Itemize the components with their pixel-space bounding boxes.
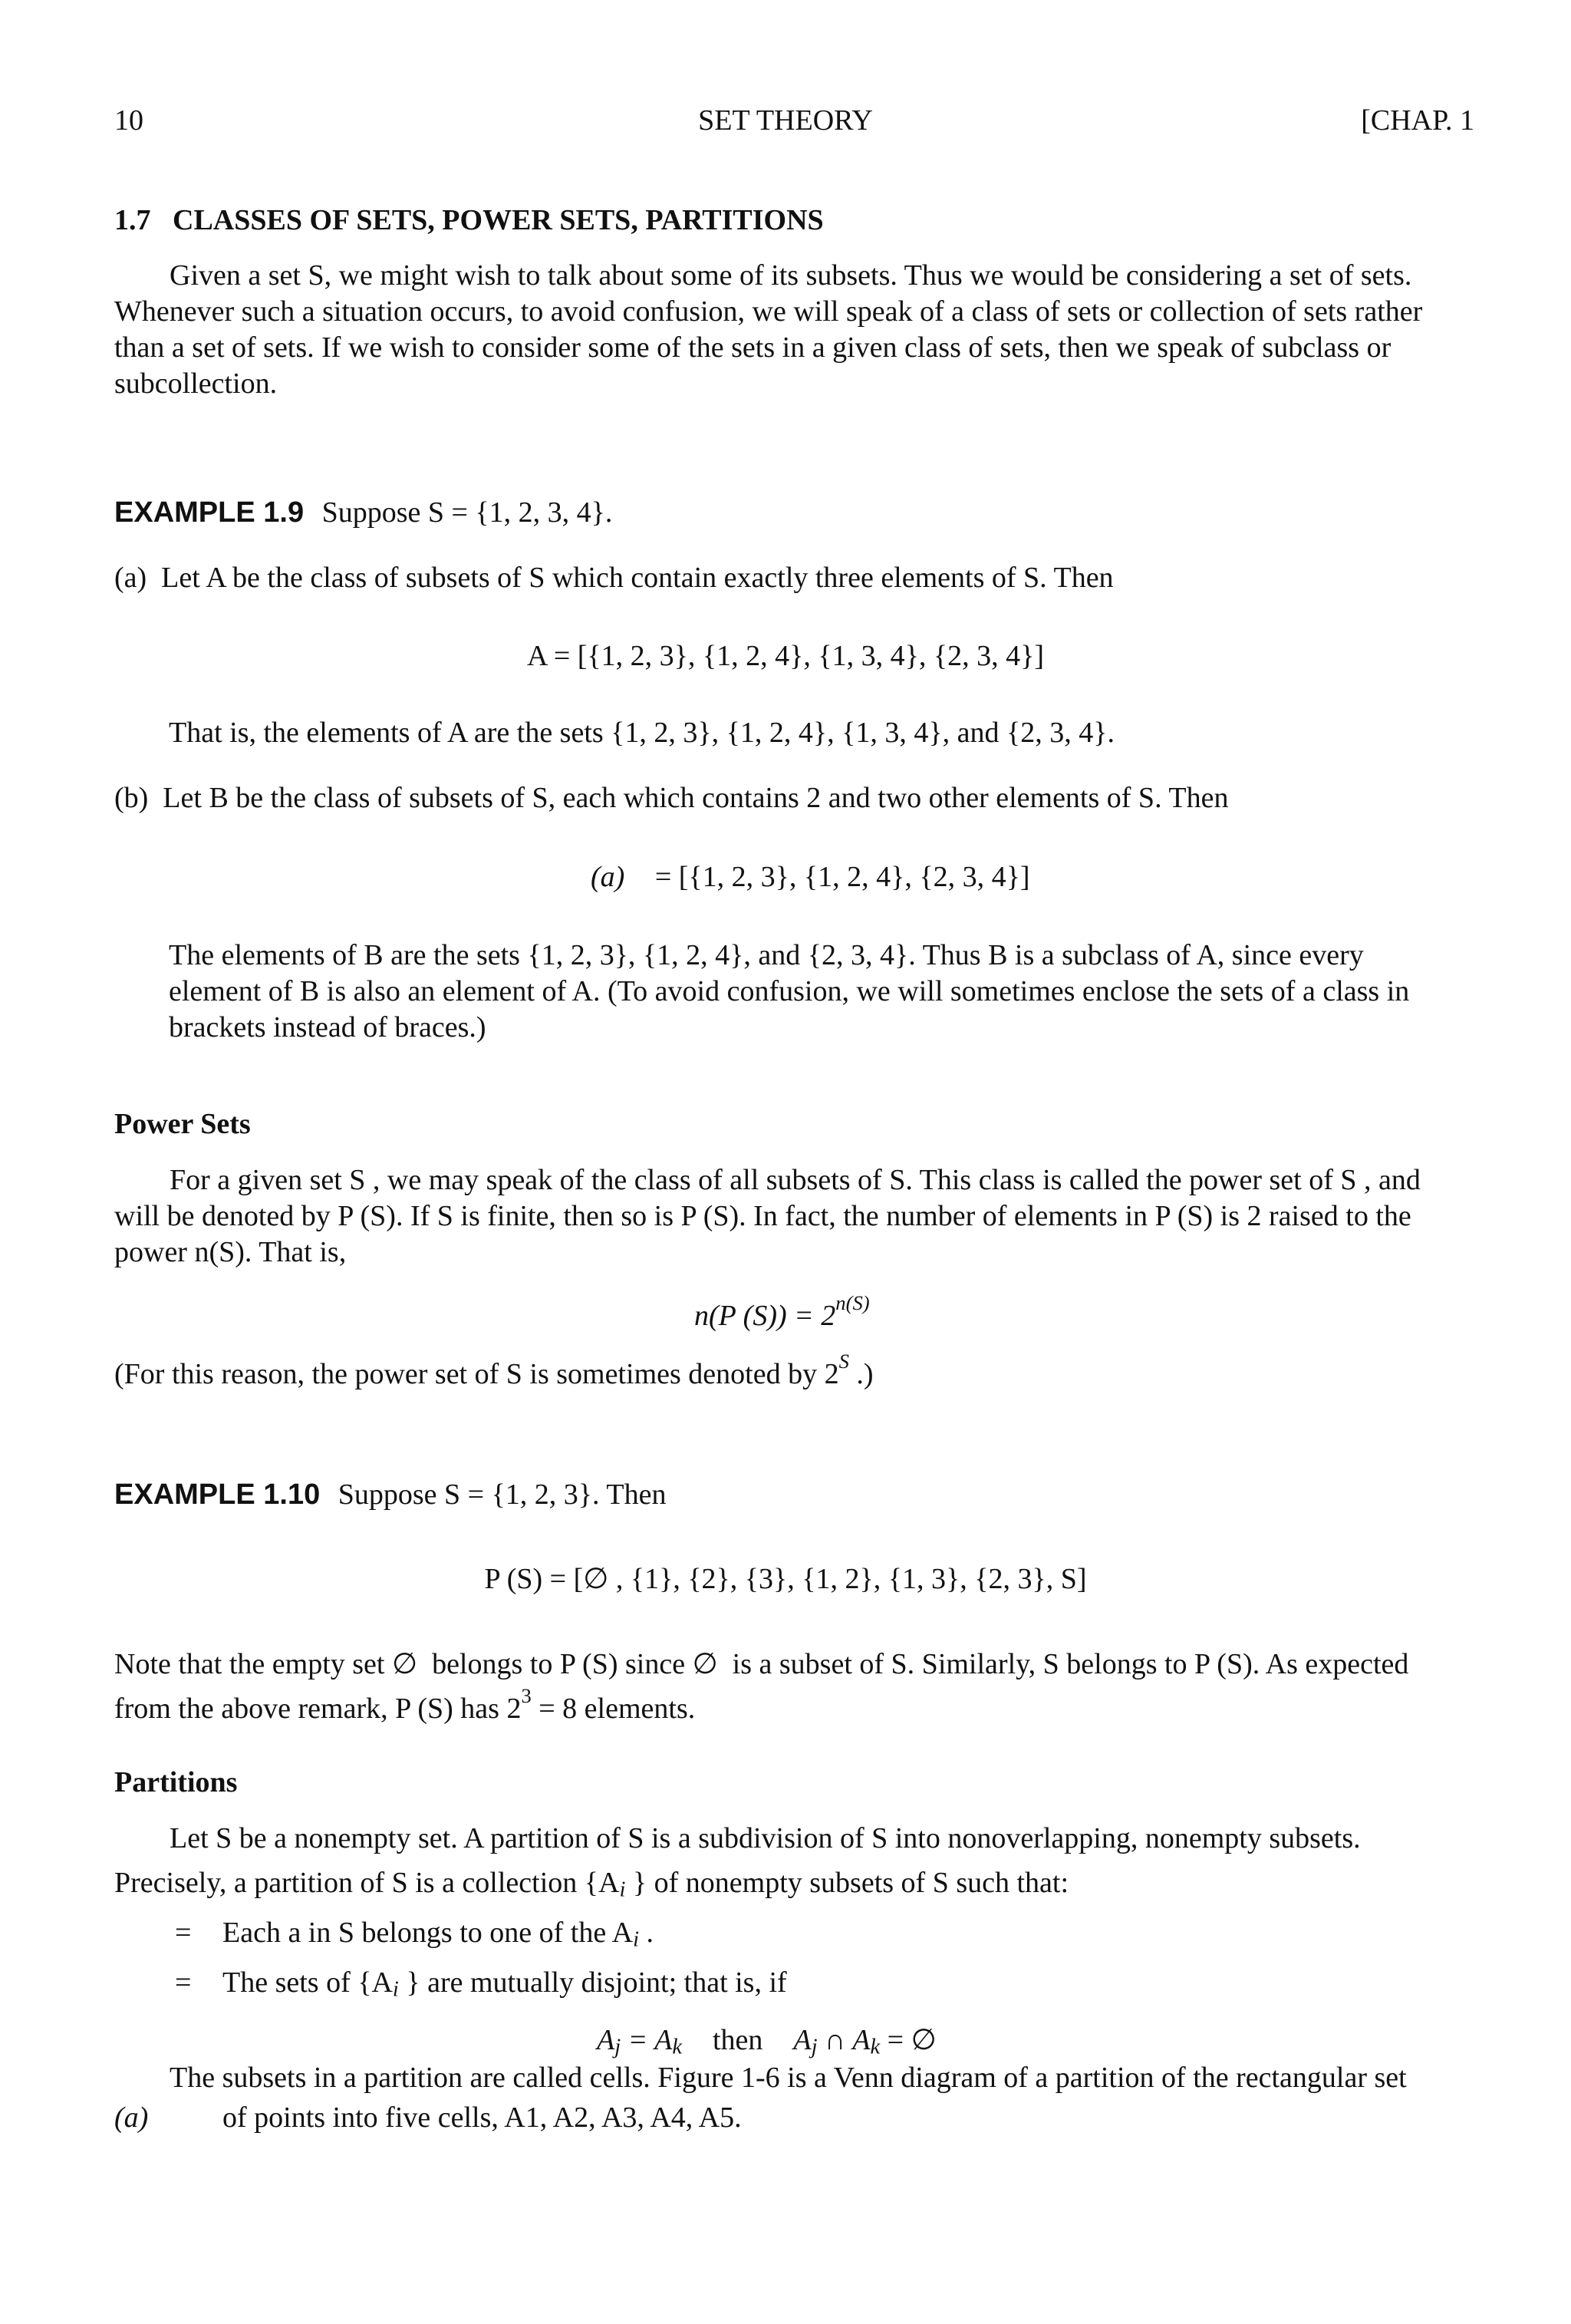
note-line: brackets instead of braces.) [169,1011,486,1043]
formula-label: (a) [591,861,625,893]
power-sets-heading: Power Sets [114,1108,251,1140]
power-sets-line: power n(S). That is, [114,1236,347,1268]
partitions-heading: Partitions [114,1766,238,1798]
then-word: then [712,2024,763,2056]
power-sets-paragraph [114,1162,1474,1271]
set-symbol: A [597,2024,615,2056]
example-1-9-part-b-note [169,938,1473,1046]
formula-class-a: A = [{1, 2, 3}, {1, 2, 4}, {1, 3, 4}, {2, 3, 4}] [527,640,1044,672]
partition-condition-2 [222,1965,787,2001]
disjoint-condition [597,2022,937,2059]
running-title: SET THEORY [698,104,873,137]
formula-rhs: = [{1, 2, 3}, {1, 2, 4}, {2, 3, 4}] [654,861,1030,893]
partitions-line-1: Let S be a nonempty set. A partition of S is a subdivision of S into nonoverlapping, nonempty subsets. [170,1822,1361,1854]
power-set-formula: P (S) = [∅ , {1}, {2}, {3}, {1, 2}, {1, 3}, {2, 3}, S] [484,1563,1087,1595]
example-1-9-part-a: (a) Let A be the class of subsets of S which contain exactly three elements of S. Then [114,562,1114,594]
note-text: from the above remark, P (S) has 2 [114,1693,522,1725]
power-set-notation-note [114,1350,874,1393]
empty-set: = ∅ [880,2024,937,2056]
note-exponent: S [838,1350,849,1373]
subscript: j [614,2035,621,2059]
text: . [638,1917,654,1949]
bullet-marker: = [175,1917,192,1949]
text: } are mutually disjoint; that is, if [398,1966,787,1999]
formula-exponent: n(S) [835,1291,870,1315]
partitions-closing-line-1: The subsets in a partition are called cells. Figure 1-6 is a Venn diagram of a partition of the rectangular set [170,2062,1407,2094]
subscript: i [392,1977,399,2002]
intro-line: than a set of sets. If we wish to consider some of the sets in a given class of sets, then we speak of subclass or [114,331,1392,364]
chapter-label: [CHAP. 1 [1361,104,1474,137]
note-text: (For this reason, the power set of S is sometimes denoted by 2 [114,1358,839,1390]
example-1-9-part-a-note: That is, the elements of A are the sets {1, 2, 3}, {1, 2, 4}, {1, 3, 4}, and {2, 3, 4}. [169,717,1115,749]
power-sets-line: For a given set S , we may speak of the class of all subsets of S. This class is called the power set of S , and [170,1164,1421,1196]
text: The sets of {A [222,1966,393,1999]
set-symbol: = A [621,2024,673,2056]
marker: (a) [114,2101,149,2134]
power-sets-line: will be denoted by P (S). If S is finite, then so is P (S). In fact, the number of elements in P (S) is 2 raised to the [114,1200,1411,1232]
section-title: 1.7 CLASSES OF SETS, POWER SETS, PARTITIONS [114,204,824,236]
intro-line: subcollection. [114,368,278,400]
example-1-10-note-line-2 [114,1684,696,1727]
example-label: EXAMPLE 1.10 [114,1478,321,1511]
set-symbol: A [793,2024,812,2056]
text: } of nonempty subsets of S such that: [625,1867,1069,1899]
bullet-marker: = [175,1966,192,1999]
subscript: k [870,2035,881,2059]
subscript: i [633,1927,639,1952]
example-1-10-header [114,1477,666,1513]
example-1-9-part-b: (b) Let B be the class of subsets of S, each which contains 2 and two other elements of S. Then [114,782,1229,814]
intro-line: Given a set S, we might wish to talk about some of its subsets. Thus we would be considering a set of sets. [170,259,1412,292]
formula-base: n(P (S)) = 2 [694,1300,836,1332]
partitions-closing-marker [114,2100,148,2136]
note-line: element of B is also an element of A. (To avoid confusion, we will sometimes enclose the sets of a class in [169,975,1410,1007]
partitions-closing-line-2: of points into five cells, A1, A2, A3, A4, A5. [222,2101,742,2134]
partitions-line-2 [114,1865,1069,1901]
note-text-end: = 8 elements. [531,1693,696,1725]
intro-paragraph [114,258,1474,402]
text: Precisely, a partition of S is a collection {A [114,1867,620,1899]
note-line: The elements of B are the sets {1, 2, 3}, {1, 2, 4}, and {2, 3, 4}. Thus B is a subclass of A, since every [169,939,1364,971]
example-statement: Suppose S = {1, 2, 3}. Then [338,1478,667,1511]
example-statement: Suppose S = {1, 2, 3, 4}. [321,496,613,529]
subscript: k [672,2035,682,2059]
example-1-10-note-line-1: Note that the empty set ∅ belongs to P (S) since ∅ is a subset of S. Similarly, S belongs to P (S). As expected [114,1648,1409,1680]
example-1-9-header [114,495,612,531]
intersection: ∩ A [817,2024,871,2056]
subscript: i [619,1877,626,1902]
formula-class-b [591,859,1030,895]
subscript: j [811,2035,818,2059]
note-text-end: .) [848,1358,874,1390]
partition-condition-1 [222,1915,654,1951]
intro-line: Whenever such a situation occurs, to avoid confusion, we will speak of a class of sets or collection of sets rather [114,295,1423,328]
example-label: EXAMPLE 1.9 [114,496,305,529]
page-number: 10 [114,104,143,137]
power-set-size-formula [694,1291,870,1334]
note-exponent: 3 [521,1684,532,1708]
text: Each a in S belongs to one of the A [222,1917,634,1949]
